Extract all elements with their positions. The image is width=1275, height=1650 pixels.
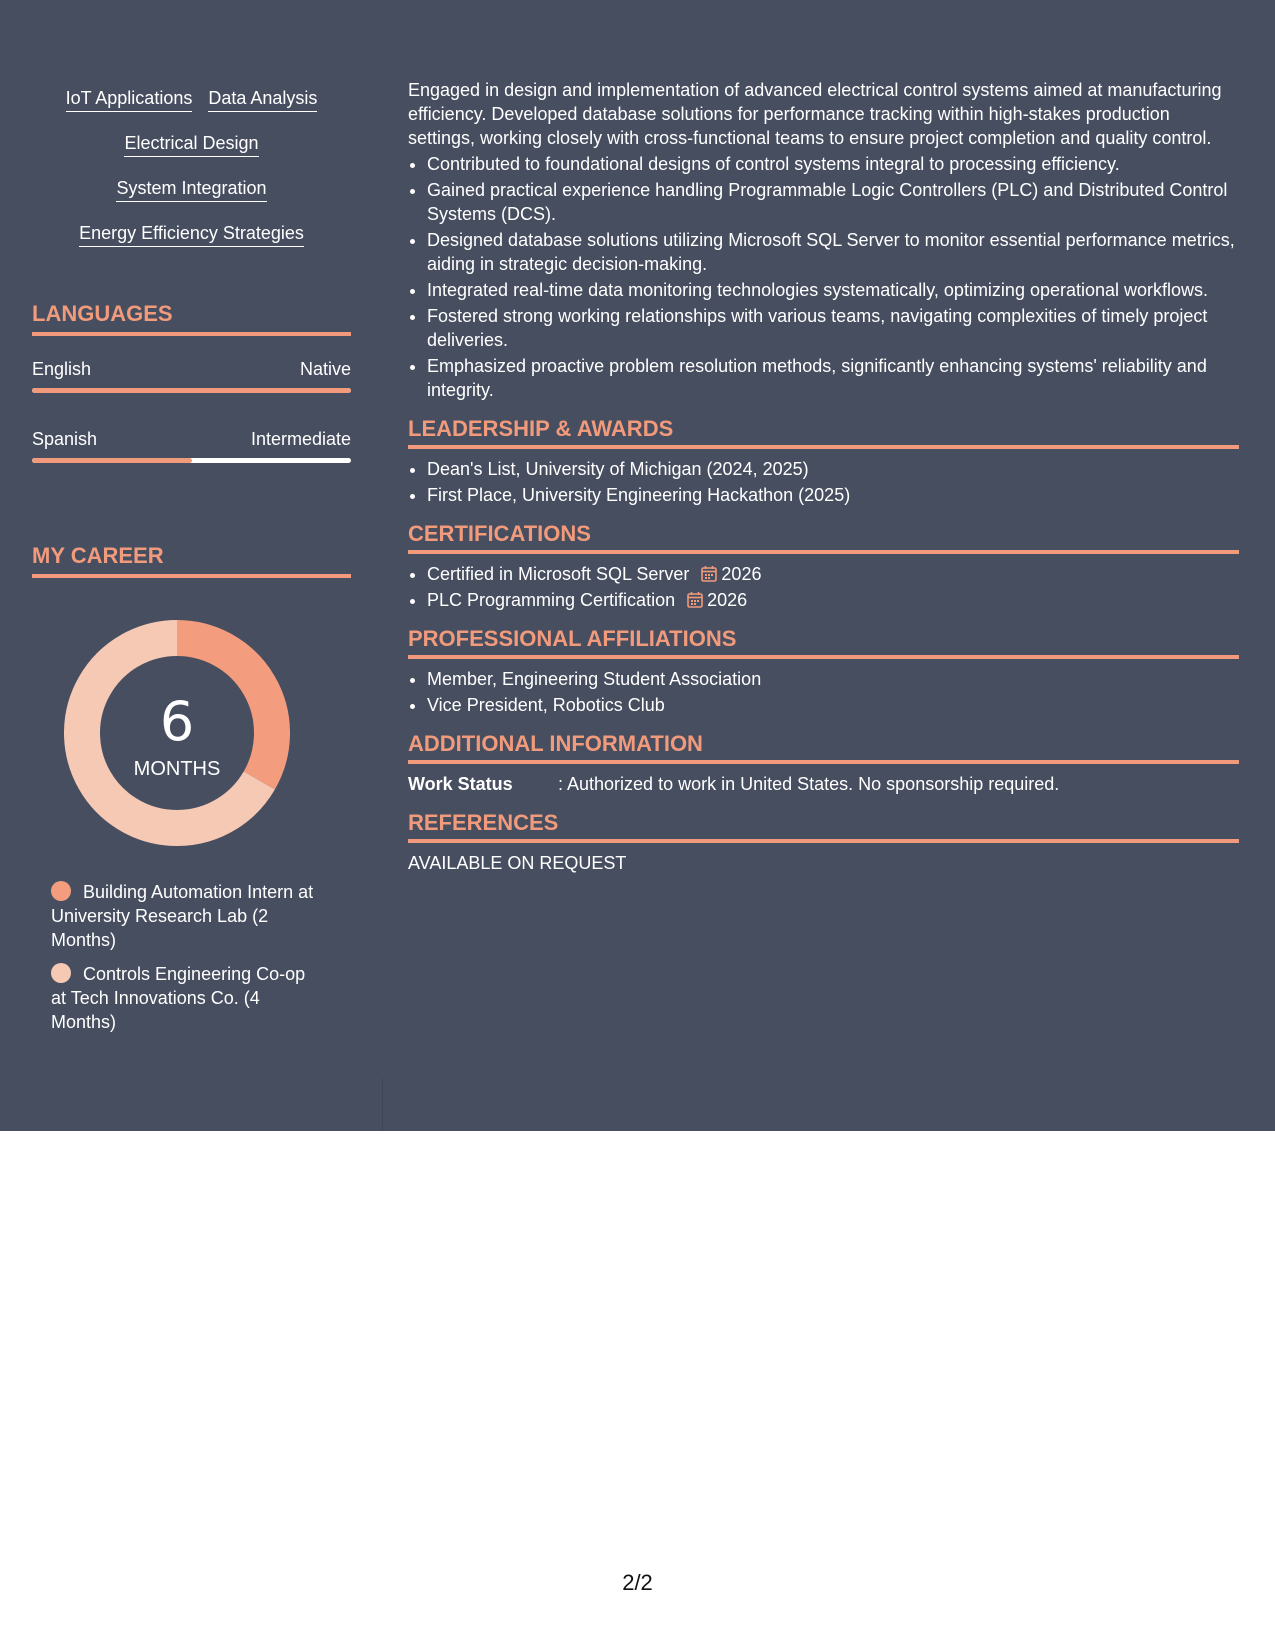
career-total-number: 6 — [159, 690, 195, 753]
skill-tag: System Integration — [116, 178, 266, 202]
page-number: 2/2 — [622, 1570, 653, 1595]
skills-row-2 — [32, 133, 351, 157]
skills-row-4 — [32, 223, 351, 247]
right-column — [408, 78, 1239, 875]
work-status-value: : Authorized to work in United States. No sponsorship required. — [558, 774, 1060, 794]
language-proficiency-bar — [32, 388, 351, 393]
legend-dot — [51, 963, 71, 983]
language-name: Spanish — [32, 429, 98, 449]
affiliation-item: • Vice President, Robotics Club — [427, 693, 1239, 717]
leadership-heading: LEADERSHIP & AWARDS — [408, 416, 1239, 449]
experience-bullet: • Fostered strong working relationships with various teams, navigating complexities of timely project deliveries. — [427, 304, 1239, 352]
skills-row-1 — [32, 88, 351, 112]
experience-bullet: • Contributed to foundational designs of control systems integral to processing efficiency. — [427, 152, 1239, 176]
experience-bullet: • Integrated real-time data monitoring technologies systematically, optimizing operational workflows. — [427, 278, 1239, 302]
certification-year: 2026 — [707, 590, 748, 610]
additional-info-heading: ADDITIONAL INFORMATION — [408, 731, 1239, 764]
calendar-icon — [687, 591, 703, 608]
language-level: Intermediate — [250, 429, 351, 449]
career-legend-item — [51, 880, 321, 952]
leadership-list — [408, 457, 1239, 507]
languages-heading: LANGUAGES — [32, 301, 351, 336]
work-status-row — [408, 772, 1239, 796]
certifications-list — [408, 562, 1239, 612]
leadership-item: • Dean's List, University of Michigan (2024, 2025) — [427, 457, 1239, 481]
experience-bullet: • Gained practical experience handling Programmable Logic Controllers (PLC) and Distributed Control Systems (DCS). — [427, 178, 1239, 226]
language-proficiency-bar — [32, 458, 351, 463]
experience-summary: Engaged in design and implementation of advanced electrical control systems aimed at manufacturing efficiency. Developed database solutions for performance tracking within high-stakes production settings, working closely with cross-functional teams to ensure project completion and quality control. — [408, 80, 1222, 148]
legend-dot — [51, 881, 71, 901]
career-legend — [51, 880, 321, 1044]
affiliations-list — [408, 667, 1239, 717]
experience-bullet: • Emphasized proactive problem resolution methods, significantly enhancing systems' reliability and integrity. — [427, 354, 1239, 402]
skills-row-3 — [32, 178, 351, 202]
career-legend-item — [51, 962, 321, 1034]
language-level: Native — [299, 359, 351, 379]
leadership-item: • First Place, University Engineering Hackathon (2025) — [427, 483, 1239, 507]
certifications-heading: CERTIFICATIONS — [408, 521, 1239, 554]
skill-tag: Data Analysis — [208, 88, 317, 112]
certification-item — [427, 562, 1239, 586]
career-item-label: Controls Engineering Co-op at Tech Innovations Co. (4 Months) — [51, 964, 306, 1032]
affiliation-item: • Member, Engineering Student Association — [427, 667, 1239, 691]
career-donut-chart — [64, 620, 290, 846]
certification-year: 2026 — [721, 564, 762, 584]
experience-bullet: • Designed database solutions utilizing Microsoft SQL Server to monitor essential performance metrics, aiding in strategic decision-making. — [427, 228, 1239, 276]
work-status-label: Work Status — [408, 774, 513, 794]
certification-item — [427, 588, 1239, 612]
certification-name: PLC Programming Certification — [427, 590, 676, 610]
references-text: AVAILABLE ON REQUEST — [408, 853, 627, 873]
career-total-unit: MONTHS — [133, 758, 221, 780]
skill-tag: Energy Efficiency Strategies — [79, 223, 304, 247]
calendar-icon — [701, 565, 717, 582]
references-heading: REFERENCES — [408, 810, 1239, 843]
language-name: English — [32, 359, 92, 379]
experience-bullets — [408, 152, 1239, 402]
career-heading: MY CAREER — [32, 543, 351, 578]
language-english — [32, 358, 351, 393]
certification-name: Certified in Microsoft SQL Server — [427, 564, 690, 584]
column-divider — [382, 1078, 383, 1131]
skill-tag: Electrical Design — [124, 133, 258, 157]
affiliations-heading: PROFESSIONAL AFFILIATIONS — [408, 626, 1239, 659]
career-item-label: Building Automation Intern at University Research Lab (2 Months) — [51, 882, 314, 950]
skill-tag: IoT Applications — [66, 88, 193, 112]
language-spanish — [32, 428, 351, 463]
